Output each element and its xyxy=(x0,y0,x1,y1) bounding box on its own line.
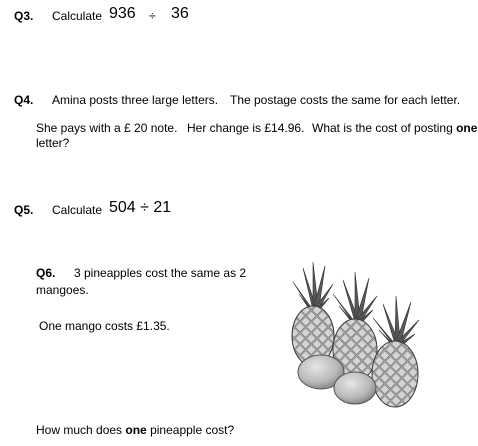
q5-expression: 504 ÷ 21 xyxy=(109,199,172,216)
q6-question-pre: How much does xyxy=(36,423,123,437)
q3-operator: ÷ xyxy=(149,9,156,23)
q6-text-2: mangoes. xyxy=(36,283,89,297)
q4-number: Q4. xyxy=(14,93,34,107)
pineapple-right xyxy=(372,296,419,407)
q4-text-2c-pre: What is the cost of posting xyxy=(312,121,453,135)
q4-text-1a: Amina posts three large letters. xyxy=(52,93,219,107)
q3-operand-a: 936 xyxy=(109,5,136,22)
pineapple-left xyxy=(292,262,334,366)
q4-text-2a: She pays with a £ 20 note. xyxy=(36,121,178,135)
q4-text-2c-bold: one xyxy=(456,121,478,135)
q5-label: Calculate xyxy=(52,203,103,217)
q3-number: Q3. xyxy=(14,9,34,23)
q4-text-2b: Her change is £14.96. xyxy=(187,121,305,135)
q4-text-1b: The postage costs the same for each letter. xyxy=(230,93,461,107)
q6-mango-cost: One mango costs £1.35. xyxy=(39,319,170,333)
q4-text-3: letter? xyxy=(36,136,70,150)
q6-question-bold: one xyxy=(125,423,147,437)
q6-text-1: 3 pineapples cost the same as 2 xyxy=(74,266,247,280)
q6-number: Q6. xyxy=(36,266,56,280)
mango-right xyxy=(334,372,376,404)
q4-text-2c xyxy=(312,121,477,135)
q3-operand-b: 36 xyxy=(171,5,189,22)
q6-question-post: pineapple cost? xyxy=(150,423,235,437)
q3-label: Calculate xyxy=(52,9,103,23)
q6-question xyxy=(36,423,234,437)
q5-number: Q5. xyxy=(14,203,34,217)
fruit-illustration xyxy=(283,260,433,412)
